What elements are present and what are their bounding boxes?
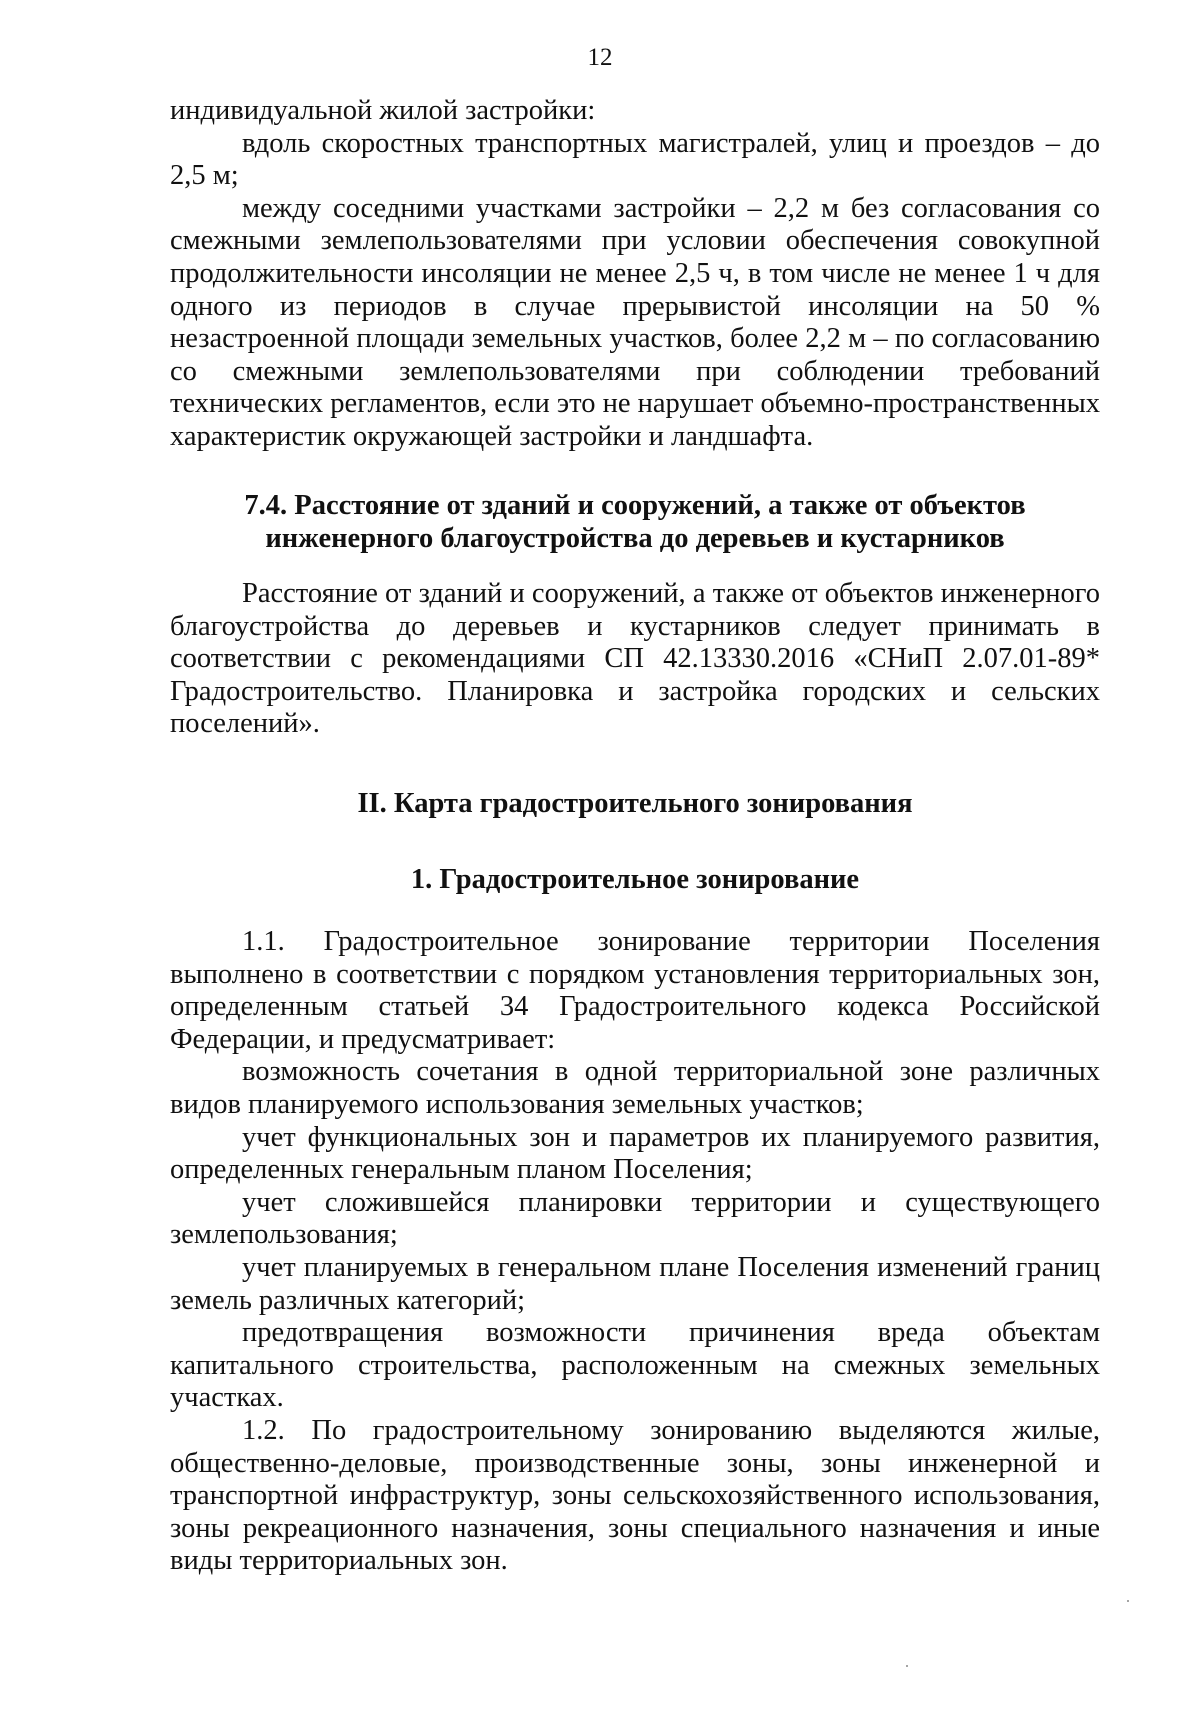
section-heading-line: 7.4. Расстояние от зданий и сооружений, а также от объектов: [244, 490, 1026, 521]
section-7-4-paragraphs: [170, 578, 1100, 741]
chapter-heading: [170, 864, 1100, 897]
part-title: II. Карта градостроительного зонирования: [357, 788, 913, 819]
section-heading-line: инженерного благоустройства до деревьев и кустарников: [265, 522, 1005, 554]
paragraph: предотвращения возможности причинения вреда объектам капитального строительства, расположенным на смежных земельных участках.: [170, 1317, 1100, 1414]
paragraph: между соседними участками застройки – 2,2 м без согласования со смежными землепользователями при условии обеспечения совокупной продолжительности инсоляции не менее 2,5 ч, в том числе не менее 1 ч для одного из периодов в случае прерывистой инсоляции на 50 % незастроенной площади земельных участков, более 2,2 м – по согласованию со смежными землепользователями при соблюдении требований технических регламентов, если это не нарушает объемно-пространственных характеристик окружающей застройки и ландшафта.: [170, 192, 1100, 452]
paragraph: вдоль скоростных транспортных магистралей, улиц и проездов – до 2,5 м;: [170, 127, 1100, 192]
intro-paragraphs: [170, 95, 1100, 454]
page-number: 12: [587, 44, 613, 71]
paragraph: Расстояние от зданий и сооружений, а также от объектов инженерного благоустройства до деревьев и кустарников следует принимать в соответствии с рекомендациями СП 42.13330.2016 «СНиП 2.07.01-89* Градостроительство. Планировка и застройка городских и сельских поселений».: [170, 578, 1100, 740]
scan-speck: [906, 1665, 908, 1667]
scan-speck: [1127, 1600, 1129, 1602]
paragraph: учет планируемых в генеральном плане Поселения изменений границ земель различных категорий;: [170, 1251, 1100, 1316]
paragraph: учет сложившейся планировки территории и существующего землепользования;: [170, 1186, 1100, 1251]
paragraph: возможность сочетания в одной территориальной зоне различных видов планируемого использования земельных участков;: [170, 1056, 1100, 1120]
part-heading: [170, 788, 1100, 821]
chapter-title: 1. Градостроительное зонирование: [410, 864, 860, 895]
zoning-paragraphs: [170, 926, 1100, 1578]
paragraph: 1.2. По градостроительному зонированию выделяются жилые, общественно-деловые, производственные зоны, зоны инженерной и транспортной инфраструктур, зоны сельскохозяйственного использования, зоны рекреационного назначения, зоны специального назначения и иные виды территориальных зон.: [170, 1414, 1100, 1577]
paragraph: учет функциональных зон и параметров их планируемого развития, определенных генеральным планом Поселения;: [170, 1121, 1100, 1186]
section-heading-7-4: [170, 490, 1100, 555]
paragraph: 1.1. Градостроительное зонирование территории Поселения выполнено в соответствии с порядком установления территориальных зон, определенным статьей 34 Градостроительного кодекса Российской Федерации, и предусматривает:: [170, 926, 1100, 1055]
paragraph: индивидуальной жилой застройки:: [170, 95, 596, 126]
